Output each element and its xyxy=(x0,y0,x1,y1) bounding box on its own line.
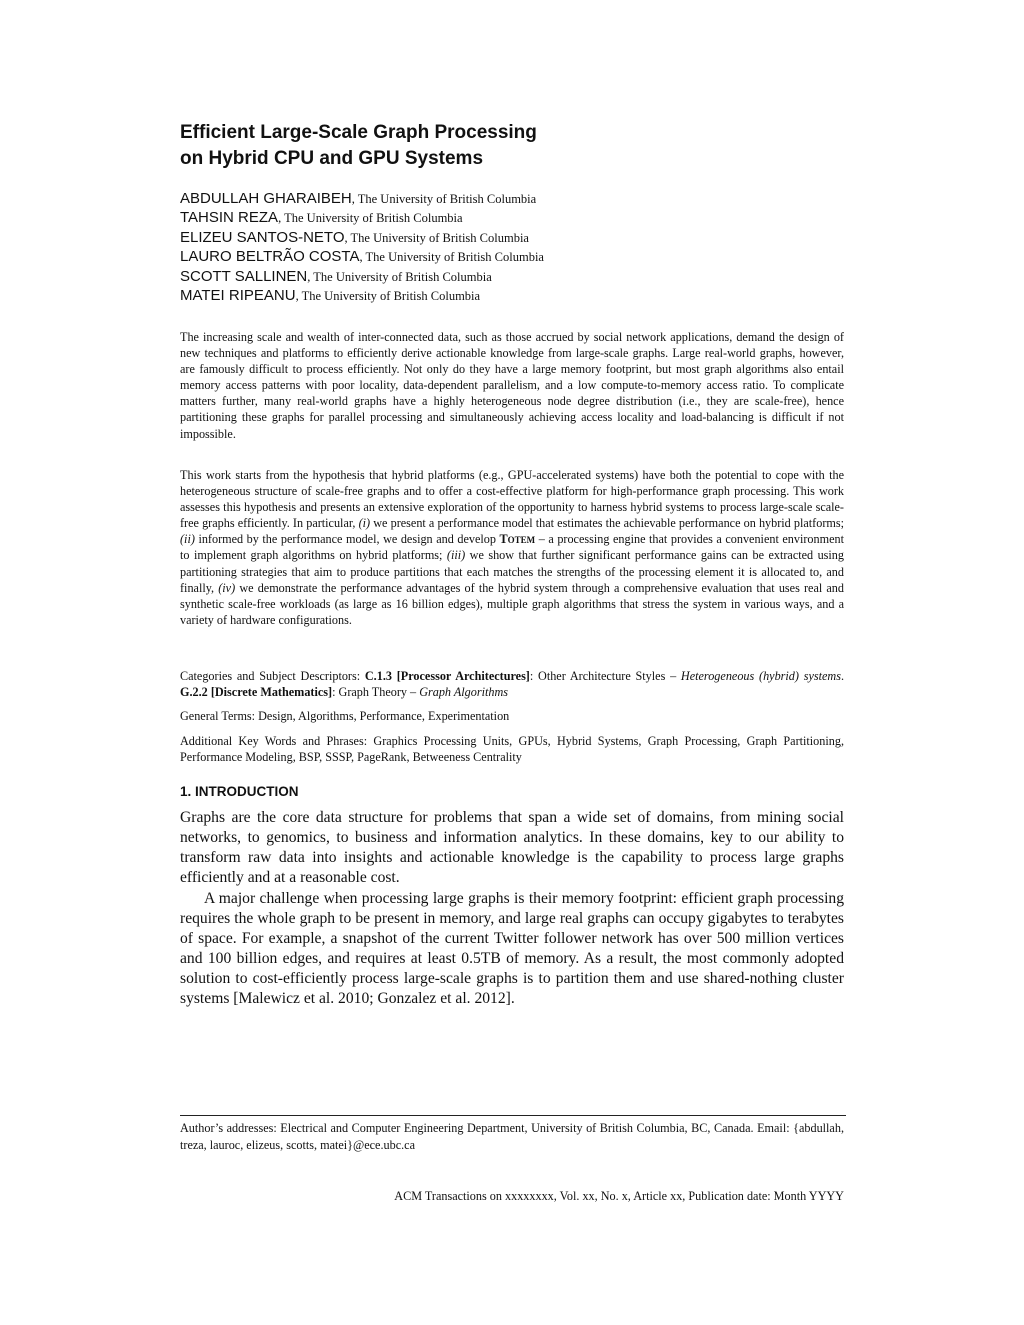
intro-paragraph-2: A major challenge when processing large graphs is their memory footprint: efficient graph processing requires the whole graph to be present in memory, and large real graphs can occupy gigabytes to terabytes of space. For example, a snapshot of the current Twitter follower network has over 500 million vertices and 100 billion edges, and requires at least 0.5TB of memory. As a result, the most commonly adopted solution to cost-efficiently process large-scale graphs is to partition them and use shared-nothing cluster systems [Malewicz et al. 2010; Gonzalez et al. 2012]. xyxy=(180,890,844,1008)
author-affiliation: , The University of British Columbia xyxy=(307,269,492,284)
keywords: Additional Key Words and Phrases: Graphics Processing Units, GPUs, Hybrid Systems, Graph Processing, Graph Partitioning, Performance Modeling, BSP, SSSP, PageRank, Betweeness Centrality xyxy=(180,734,844,765)
abstract-paragraph-2: This work starts from the hypothesis that hybrid platforms (e.g., GPU-accelerated systems) have both the potential to cope with the heterogeneous structure of scale-free graphs and to offer a cost-effective platform for high-performance graph processing. This work assesses this hypothesis and presents an extensive exploration of the opportunity to harness hybrid systems to process large-scale scale-free graphs efficiently. In particular, (i) we present a performance model that estimates the achievable performance on hybrid platforms; (ii) informed by the performance model, we design and develop Totem – a processing engine that provides a convenient environment to implement graph algorithms on hybrid platforms; (iii) we show that further significant performance gains can be extracted using partitioning strategies that aim to produce partitions that each matches the strengths of the processing element it is allocated to, and finally, (iv) we demonstrate the performance advantages of the hybrid system through a comprehensive evaluation that uses real and synthetic scale-free workloads (as large as 16 billion edges), multiple graph algorithms that stress the system in various ways, and a variety of hardware configurations. xyxy=(180,468,844,627)
section-heading-introduction: 1. INTRODUCTION xyxy=(180,784,299,799)
author-name: ELIZEU SANTOS-NETO xyxy=(180,228,345,246)
author-affiliation: , The University of British Columbia xyxy=(344,230,529,245)
abstract-paragraph-1: The increasing scale and wealth of inter-connected data, such as those accrued by social network applications, demand the design of new techniques and platforms to efficiently derive actionable knowledge from large-scale graphs. Large real-world graphs, however, are famously difficult to process efficiently. Not only do they have a large memory footprint, but most graph algorithms also entail memory access patterns with poor locality, data-dependent parallelism, and a low compute-to-memory access ratio. To complicate matters further, many real-world graphs have a highly heterogeneous node degree distribution (i.e., they are scale-free), hence partitioning these graphs for parallel processing and simultaneously achieving access locality and load-balancing is difficult if not impossible. xyxy=(180,330,844,441)
paper-page xyxy=(180,0,844,1325)
author-list xyxy=(180,189,844,305)
author-entry xyxy=(180,228,844,247)
general-terms: General Terms: Design, Algorithms, Performance, Experimentation xyxy=(180,709,510,723)
categories-descriptors: Categories and Subject Descriptors: C.1.3 [Processor Architectures]: Other Architecture Styles – Heterogeneous (hybrid) systems. G.2.2 [Discrete Mathematics]: Graph Theory – Graph Algorithms xyxy=(180,669,844,700)
author-entry xyxy=(180,247,844,266)
author-entry xyxy=(180,208,844,227)
author-affiliation: , The University of British Columbia xyxy=(359,250,544,265)
author-affiliation: , The University of British Columbia xyxy=(278,211,463,226)
journal-footer: ACM Transactions on xxxxxxxx, Vol. xx, No. x, Article xx, Publication date: Month YYYY xyxy=(394,1189,844,1203)
author-entry xyxy=(180,267,844,286)
author-name: MATEI RIPEANU xyxy=(180,286,296,304)
author-addresses-footnote: Author’s addresses: Electrical and Computer Engineering Department, University of British Columbia, BC, Canada. Email: {abdullah, treza, lauroc, elizeus, scotts, matei}@ece.ubc.ca xyxy=(180,1121,844,1152)
author-entry xyxy=(180,189,844,208)
author-affiliation: , The University of British Columbia xyxy=(351,192,537,206)
author-name: ABDULLAH GHARAIBEH xyxy=(180,190,352,207)
footnote-divider xyxy=(180,1115,846,1116)
author-name: SCOTT SALLINEN xyxy=(180,267,308,285)
author-name: LAURO BELTRÃO COSTA xyxy=(180,248,360,266)
title-line-1: Efficient Large-Scale Graph Processing xyxy=(180,122,537,143)
author-entry xyxy=(180,286,844,305)
author-affiliation: , The University of British Columbia xyxy=(295,288,481,303)
title-line-2: on Hybrid CPU and GPU Systems xyxy=(180,148,484,169)
system-name-totem: Totem xyxy=(499,532,536,547)
intro-paragraph-1: Graphs are the core data structure for problems that span a wide set of domains, from mining social networks, to genomics, to business and information analytics. In these domains, key to our ability to transform raw data into insights and actionable knowledge is the capability to process large graphs efficiently and at a reasonable cost. xyxy=(180,809,844,887)
paper-title xyxy=(180,120,844,172)
author-name: TAHSIN REZA xyxy=(180,209,279,227)
